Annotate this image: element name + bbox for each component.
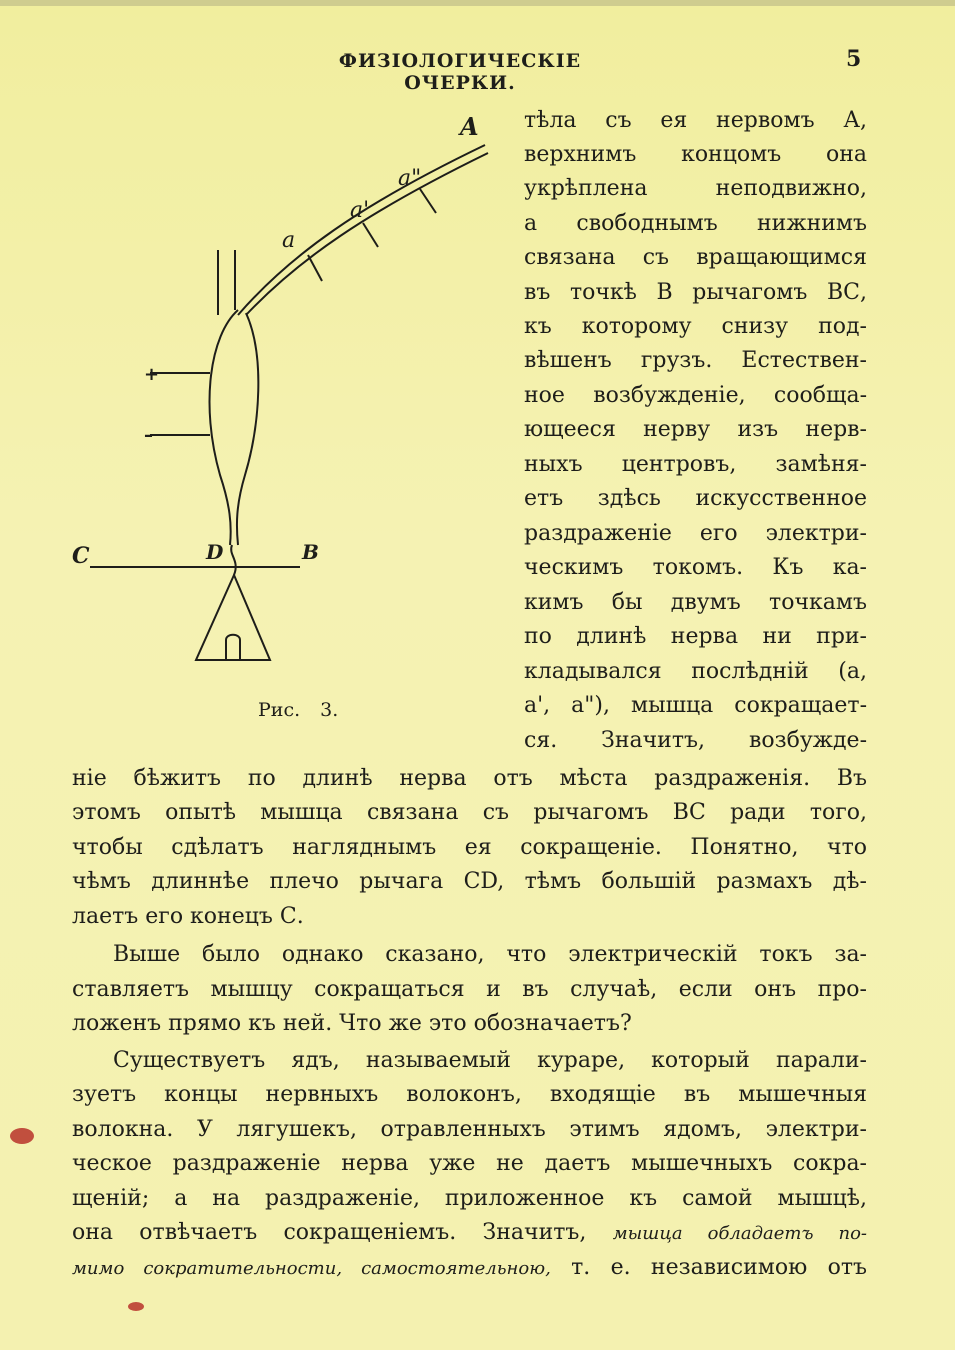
weight-block [226,635,240,660]
text-line: а свободнымъ нижнимъ [524,211,867,236]
text-line: этомъ опытѣ мышца связана съ рычагомъ ВС ради того, [72,800,867,825]
tendon [231,545,236,575]
text-line: по длинѣ нерва ни при- [524,624,867,649]
text-line: ное возбужденіе, сообща- [524,383,867,408]
label-b: B [302,540,319,564]
muscle-outline-right [237,313,258,545]
text-line: Существуетъ ядъ, называемый кураре, который парали- [113,1048,867,1073]
label-a-top: A [460,112,479,141]
page-number: 5 [846,46,862,72]
text-line: щеній; а на раздраженіе, приложенное къ самой мышцѣ, [72,1186,867,1211]
text-line: верхнимъ концомъ она [524,142,867,167]
nerve-line-outer [238,145,485,315]
weight-triangle [196,575,270,660]
text-line: етъ здѣсь искусственное [524,486,867,511]
nerve-electrode-2 [363,223,378,247]
text-segment: она отвѣчаетъ сокращеніемъ. Значитъ, [72,1220,587,1245]
text-line: а', а"), мышца сокращает- [524,693,867,718]
text-line: ставляетъ мышцу сокращаться и въ случаѣ, если онъ про- [72,977,867,1002]
text-line: кимъ бы двумъ точкамъ [524,590,867,615]
text-line: чтобы сдѣлатъ нагляднымъ ея сокращеніе. Понятно, что [72,835,867,860]
figure-caption: Рис. 3. [258,699,339,721]
text-line: укрѣплена неподвижно, [524,176,867,201]
ink-blot [128,1302,144,1311]
nerve-electrode-3 [420,189,436,213]
text-line: ложенъ прямо къ ней. Что же это обозначаетъ? [72,1011,632,1036]
text-line: зуетъ концы нервныхъ волоконъ, входящіе въ мышечныя [72,1082,867,1107]
text-line: вѣшенъ грузъ. Естествен- [524,348,867,373]
text-line: ческое раздраженіе нерва уже не даетъ мышечныхъ сокра- [72,1151,867,1176]
text-line-mixed [72,1216,867,1251]
text-line: тѣла съ ея нервомъ А, [524,108,867,133]
label-a-prime: a' [350,198,370,223]
text-line: лаетъ его конецъ С. [72,904,304,929]
text-line: волокна. У лягушекъ, отравленныхъ этимъ ядомъ, электри- [72,1117,867,1142]
text-line-mixed [72,1251,867,1286]
text-line: кладывался послѣдній (а, [524,659,867,684]
ink-blot [10,1128,34,1144]
label-minus: – [144,425,153,446]
top-edge [0,0,955,6]
text-line: связана съ вращающимся [524,245,867,270]
text-line: къ которому снизу под- [524,314,867,339]
text-line: ся. Значитъ, возбужде- [524,728,867,753]
text-line: ніе бѣжитъ по длинѣ нерва отъ мѣста раздраженія. Въ [72,766,867,791]
italic-segment: мимо сократительности, самостоятельною, [72,1258,551,1279]
figure-muscle-lever [60,105,500,745]
text-line: ческимъ токомъ. Къ ка- [524,555,867,580]
nerve-electrode-1 [308,255,322,281]
label-plus: + [144,364,160,385]
text-line: Выше было однако сказано, что электрическій токъ за- [113,942,867,967]
text-line: чѣмъ длиннѣе плечо рычага СD, тѣмъ большій размахъ дѣ- [72,869,867,894]
label-a-plain: a [282,228,296,253]
figure-drawing [60,105,500,745]
text-line: раздраженіе его электри- [524,521,867,546]
text-segment: т. е. независимою отъ [571,1255,867,1280]
label-c: C [72,543,90,569]
label-a-double-prime: a" [398,166,422,191]
italic-segment: мышца обладаетъ по- [612,1223,867,1244]
text-line: ныхъ центровъ, замѣня- [524,452,867,477]
text-line: ющееся нерву изъ нерв- [524,417,867,442]
label-d: D [206,540,224,564]
muscle-outline [210,310,238,545]
running-head: ФИЗIОЛОГИЧЕСКIЕ ОЧЕРКИ. [338,50,582,94]
text-line: въ точкѣ В рычагомъ ВС, [524,280,867,305]
